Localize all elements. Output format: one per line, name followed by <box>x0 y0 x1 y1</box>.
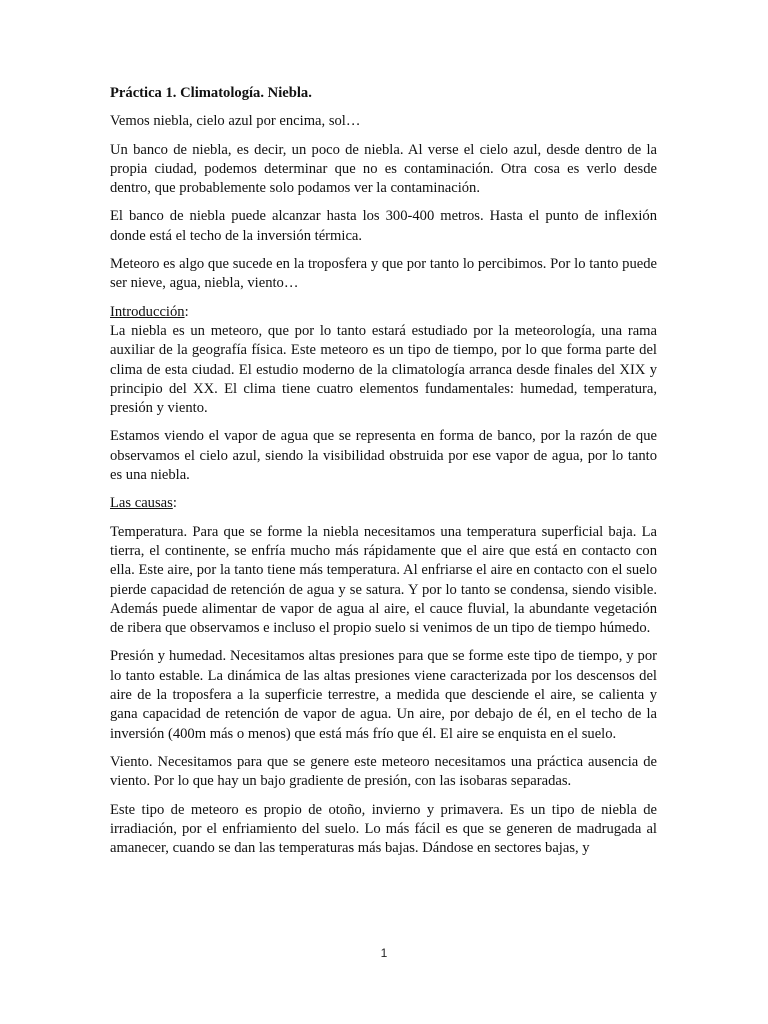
document-title: Práctica 1. Climatología. Niebla. <box>110 85 312 101</box>
paragraph-meteor-definition: Meteoro es algo que sucede en la troposfera y que por tanto lo percibimos. Por lo tanto puede ser nieve, agua, niebla, viento… <box>110 256 657 292</box>
paragraph-water-vapor: Estamos viendo el vapor de agua que se representa en forma de banco, por la razón de que observamos el cielo azul, siendo la visibilidad obstruida por ese vapor de agua, por lo tanto es una niebla. <box>110 428 657 484</box>
causes-heading-line: Las causas: <box>110 495 177 512</box>
paragraph-season: Este tipo de meteoro es propio de otoño, invierno y primavera. Es un tipo de niebla de irradiación, por el enfriamiento del suelo. Lo más fácil es que se generen de madrugada al amanecer, cuando se dan las temperaturas más bajas. Dándose en sectores bajas, y <box>110 801 657 857</box>
paragraph-introduction: La niebla es un meteoro, que por lo tanto estará estudiado por la meteorología, una rama auxiliar de la geografía física. Este meteoro es un tipo de tiempo, por lo que forma parte del clima de esta ciudad. El estudio moderno de la climatología arranca desde finales del XIX y principio del XX. El clima tiene cuatro elementos fundamentales: humedad, temperatura, presión y viento. <box>110 322 657 417</box>
introduction-heading-line: Introducción: <box>110 303 189 320</box>
paragraph-pressure-humidity: Presión y humedad. Necesitamos altas presiones para que se forme este tipo de tiempo, y por lo tanto estable. La dinámica de las altas presiones viene caracterizada por los descensos del aire de la troposfera a la superficie terrestre, a medida que desciende el aire, se calienta y gana capacidad de retención de vapor de agua. Un aire, por debajo de él, en el techo de la inversión (400m más o menos) que está más frío que él. El aire se enquista en el suelo. <box>110 648 657 742</box>
document-page <box>110 84 657 867</box>
paragraph-wind: Viento. Necesitamos para que se genere este meteoro necesitamos una práctica ausencia de viento. Por lo que hay un bajo gradiente de presión, con las isobaras separadas. <box>110 753 657 790</box>
paragraph-intro-observation: Vemos niebla, cielo azul por encima, sol… <box>110 113 361 130</box>
introduction-heading: Introducción <box>110 303 185 320</box>
causes-heading: Las causas <box>110 495 173 512</box>
paragraph-temperature: Temperatura. Para que se forme la niebla necesitamos una temperatura superficial baja. La tierra, el continente, se enfría mucho más rápidamente que el aire que está en contacto con ella. Este aire, por la tanto tiene más temperatura. Al enfriarse el aire en contacto con el suelo pierde capacidad de retención de agua y se satura. Y por lo tanto se condensa, siendo visible. Además puede alimentar de vapor de agua al aire, el cauce fluvial, la abundante vegetación de ribera que observamos e incluso el propio suelo si venimos de un tipo de tiempo húmedo. <box>110 523 657 637</box>
page-number: 1 <box>380 946 388 960</box>
paragraph-fog-bank: Un banco de niebla, es decir, un poco de niebla. Al verse el cielo azul, desde dentro de la propia ciudad, podemos determinar que no es contaminación. Otra cosa es verlo desde dentro, que probablemente solo podamos ver la contaminación. <box>110 141 657 197</box>
paragraph-fog-height: El banco de niebla puede alcanzar hasta los 300-400 metros. Hasta el punto de inflexión donde está el techo de la inversión térmica. <box>110 208 657 244</box>
